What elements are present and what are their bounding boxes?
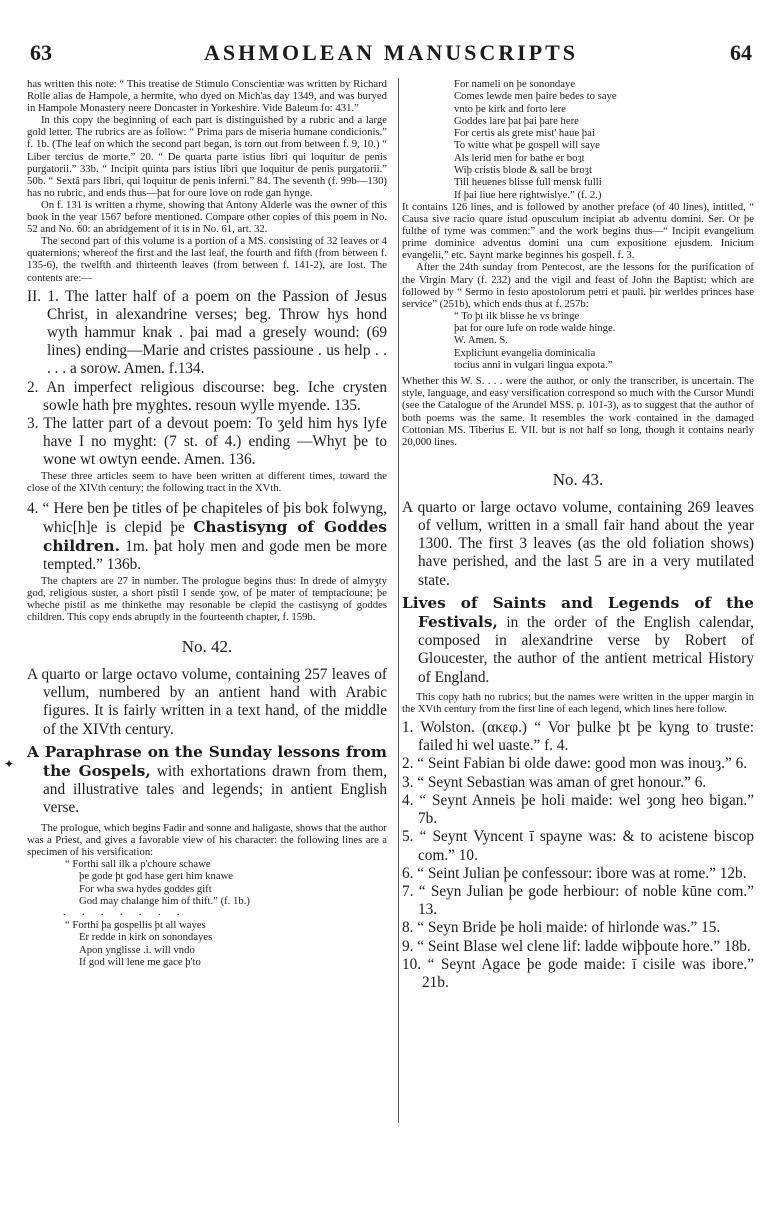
paragraph: In this copy the beginning of each part is distinguished by a rubric and a large gold letter. The rubrics are as follow: “ Prima pars de miseria humane condicionis.” f. 1b. (The leaf on which the second part began, is torn out from between f. 9, 10.) “ Liber tercius de morte.” 20. “ De quarta parte istius libri qui loquitur de penis purgatorii.” 33b. “ Incipit quinta pars istius libri que loquitur de penis purgatorii.” 50b. “ Sextâ pars libri, qui loquitur de penis inferni.” 84. The seventh (f. 99b—130) has no rubric, and ends thus—þat for oure love on rode gan hynge. — [27, 114, 387, 199]
list-item: 7. “ Seyn Julian þe gode herbiour: of noble kūne com.” 13. — [402, 882, 754, 919]
paragraph: On f. 131 is written a rhyme, showing that Antony Alderle was the owner of this book in the year 1567 before mentioned. Compare other copies of this poem in No. 52 and No. 60: an abridgement of it is in No. 61, art. 32. — [27, 198, 387, 236]
verse: For nameli on þe sonondaye Comes lewde men þaire bedes to saye vnto þe kirk and forto lere Goddes lare þat þai þare here For certis als grete mist' haue þai To witte what þe gospell will saye Als lerid men for bathe er boȝt Wiþ cristis blode & sall be broȝt Till heuenes blisse full mensk fulli If þai liue here rightwislye.” (f. 2.) — [454, 78, 617, 201]
paragraph: The prologue, which begins Fadir and sonne and haligaste, shows that the author was a Priest, and gives a favorable view of his character: the following lines are a specimen of his versification: — [27, 821, 387, 858]
list-item: 5. “ Seynt Vyncent ī spayne was: & to acistene biscop com.” 10. — [402, 828, 754, 864]
verse: “ Forthi sall ilk a p'choure schawe þe gode þt god hase gert him knawe For wha swa hydes goddes gift God may chalange him of thift.” (f. 1b.) — [65, 857, 250, 907]
list-item: 2. “ Seint Fabian bi olde dawe: good mon was inouȝ.” 6. — [402, 755, 748, 773]
list-item: 10. “ Seynt Agace þe gode maide: ī cisile was ibore.” 21b. — [402, 955, 754, 991]
list-item: 1. Wolston. (ακεφ.) “ Vor þulke þt þe kyng to truste: failed hi wel uaste.” f. 4. — [402, 719, 754, 755]
paragraph: Whether this W. S. . . . were the author, or only the transcriber, is uncertain. The style, language, and easy versification correspond so much with the Cursor Mundi (see the Catalogue of the Arundel MSS. p. 101-3), as to suggest that the author of both poems was the same. It resembles the work contained in the damaged Cottonian MS. Tiberius E. VII. but is not half so long, though it contains nearly 20,000 lines. — [402, 375, 754, 448]
running-title: ASHMOLEAN MANUSCRIPTS — [203, 40, 579, 65]
section-heading: No. 43. — [552, 469, 604, 489]
list-item: 9. “ Seint Blase wel clene lif: ladde wiþþoute hore.” 18b. — [402, 937, 751, 955]
list-item: 3. “ Seynt Sebastian was aman of gret honour.” 6. — [402, 773, 707, 791]
page-number-left: 63 — [30, 40, 52, 65]
verse: “ Forthi þa gospellis þt all wayes Er redde in kirk on sonondayes Apon ynglisse .i. will vndo If god will lene me gace þ'to — [65, 919, 213, 968]
right-column — [402, 78, 754, 992]
paragraph: has written this note: “ This treatise de Stimulo Conscientiæ was written by Richard Rolle alias de Hampole, a hermite, who dyed on Mich'as day 1349, and was buryed in Hampole Monastery neere Doncaster in Yorkeshire. Vide Baleum fo: 431.” — [27, 78, 387, 115]
paragraph: After the 24th sunday from Pentecost, are the lessons for the purification of the Virgin Mary (f. 232) and the vigil and feast of John the Baptist: which are followed by “ Sermo in festo apostolorum petri et pauli. þir werldes princes hase service” (251b), which ends thus at f. 257b: — [402, 261, 754, 310]
paragraph: The chapters are 27 in number. The prologue begins thus: In drede of almyʒty god, religious suster, a short pistil I sende ʒow, of þe mater of temptacioune; þe wheche pistil as me thinkethe may resonable be clepid the castisyng of goddes children. This copy ends abruptly in the fourteenth chapter, f. 159b. — [27, 574, 387, 623]
page-header — [30, 40, 752, 70]
paragraph: A quarto or large octavo volume, containing 257 leaves of vellum, numbered by an antient hand with Arabic figures. It is fairly written in a text hand, of the middle of the XIVth century. — [27, 666, 387, 738]
column-divider — [398, 78, 399, 1123]
section-heading: No. 42. — [181, 637, 233, 656]
verse: “ To þt ilk blisse he vs bringe þat for oure lufe on rode walde hinge. W. Amen. S. Expliciunt evangelia dominicalia tocius anni in vulgari lingua expota.” — [454, 309, 616, 371]
ellipsis-row: . . . . . . . — [63, 907, 187, 919]
list-item: 3. The latter part of a devout poem: To ʒeld him hys lyfe have I no myght: (7 st. of 4.) ending —Whyt þe to wone wt owtyn eende. Amen. 136. — [27, 415, 387, 469]
paragraph: These three articles seem to have been written at different times, toward the close of the XIVth century; the following tract in the XVth. — [27, 469, 387, 494]
paragraph: A Paraphrase on the Sunday lessons from the Gospels, with exhortations drawn from them, and illustrative tales and legends; in antient English verse. — [27, 742, 387, 817]
list-item: 2. An imperfect religious discourse: beg. Iche crysten sowle hath þre myghtes. resoun wylle myende. 135. — [27, 378, 387, 414]
paragraph: It contains 126 lines, and is followed by another preface (of 40 lines), intitled, “ Causa sive racio quare istud opusculum incipiat ab adventu domini. Ser. Or þe fulthe of tyme was commen:” and the work begins thus—“ Incipit evangelium prime dominice adventus domini una cum expositione ejusdem. Inicium evangelii,” etc. Saynt marke beginnes his gospell. f. 3. — [402, 200, 754, 262]
list-item: 4. “ Here ben þe titles of þe chapiteles of þis bok folwyng, whic[h]e is clepid þe Chastisyng of Goddes children. 1m. þat holy men and gode men be more tempted.” 136b. — [27, 499, 387, 574]
list-item: 4. “ Seynt Anneis þe holi maide: wel ȝong heo bigan.” 7b. — [402, 791, 754, 828]
paragraph: The second part of this volume is a portion of a MS. consisting of 32 leaves or 4 quaternions; whereof the first and the last leaf, the fourth and fifth (from between f. 135-6), the twelfth and thirteenth leaves (from between f. 141-2), are lost. The contents are:— — [27, 235, 387, 284]
paragraph: A quarto or large octavo volume, containing 269 leaves of vellum, written in a small fair hand about the year 1300. The first 3 leaves (as the old foliation shows) have perished, and the last 5 are in a very mutilated state. — [402, 498, 754, 589]
page-number-right: 64 — [730, 40, 752, 65]
left-column — [27, 78, 387, 968]
paragraph: This copy hath no rubrics; but the names were written in the upper margin in the XVth century from the first line of each legend, which lines here follow. — [402, 690, 754, 715]
paragraph: Lives of Saints and Legends of the Festivals, in the order of the English calendar, composed in alexandrine verse by Robert of Gloucester, the author of the antient metrical History of England. — [402, 593, 754, 686]
list-item: 6. “ Seint Julian þe confessour: ibore was at rome.” 12b. — [402, 864, 747, 882]
margin-mark: ✦ — [4, 757, 15, 771]
list-item: II. 1. The latter half of a poem on the Passion of Jesus Christ, in alexandrine verses; beg. Throw hys hond wyth hammur knak . þai mad a gresely wound: (69 lines) ending—Marie and cristes passioune . us help . . . . . a sorow. Amen. f.134. — [27, 287, 387, 378]
list-item: 8. “ Seyn Bride þe holi maide: of hirlonde was.” 15. — [402, 919, 721, 937]
